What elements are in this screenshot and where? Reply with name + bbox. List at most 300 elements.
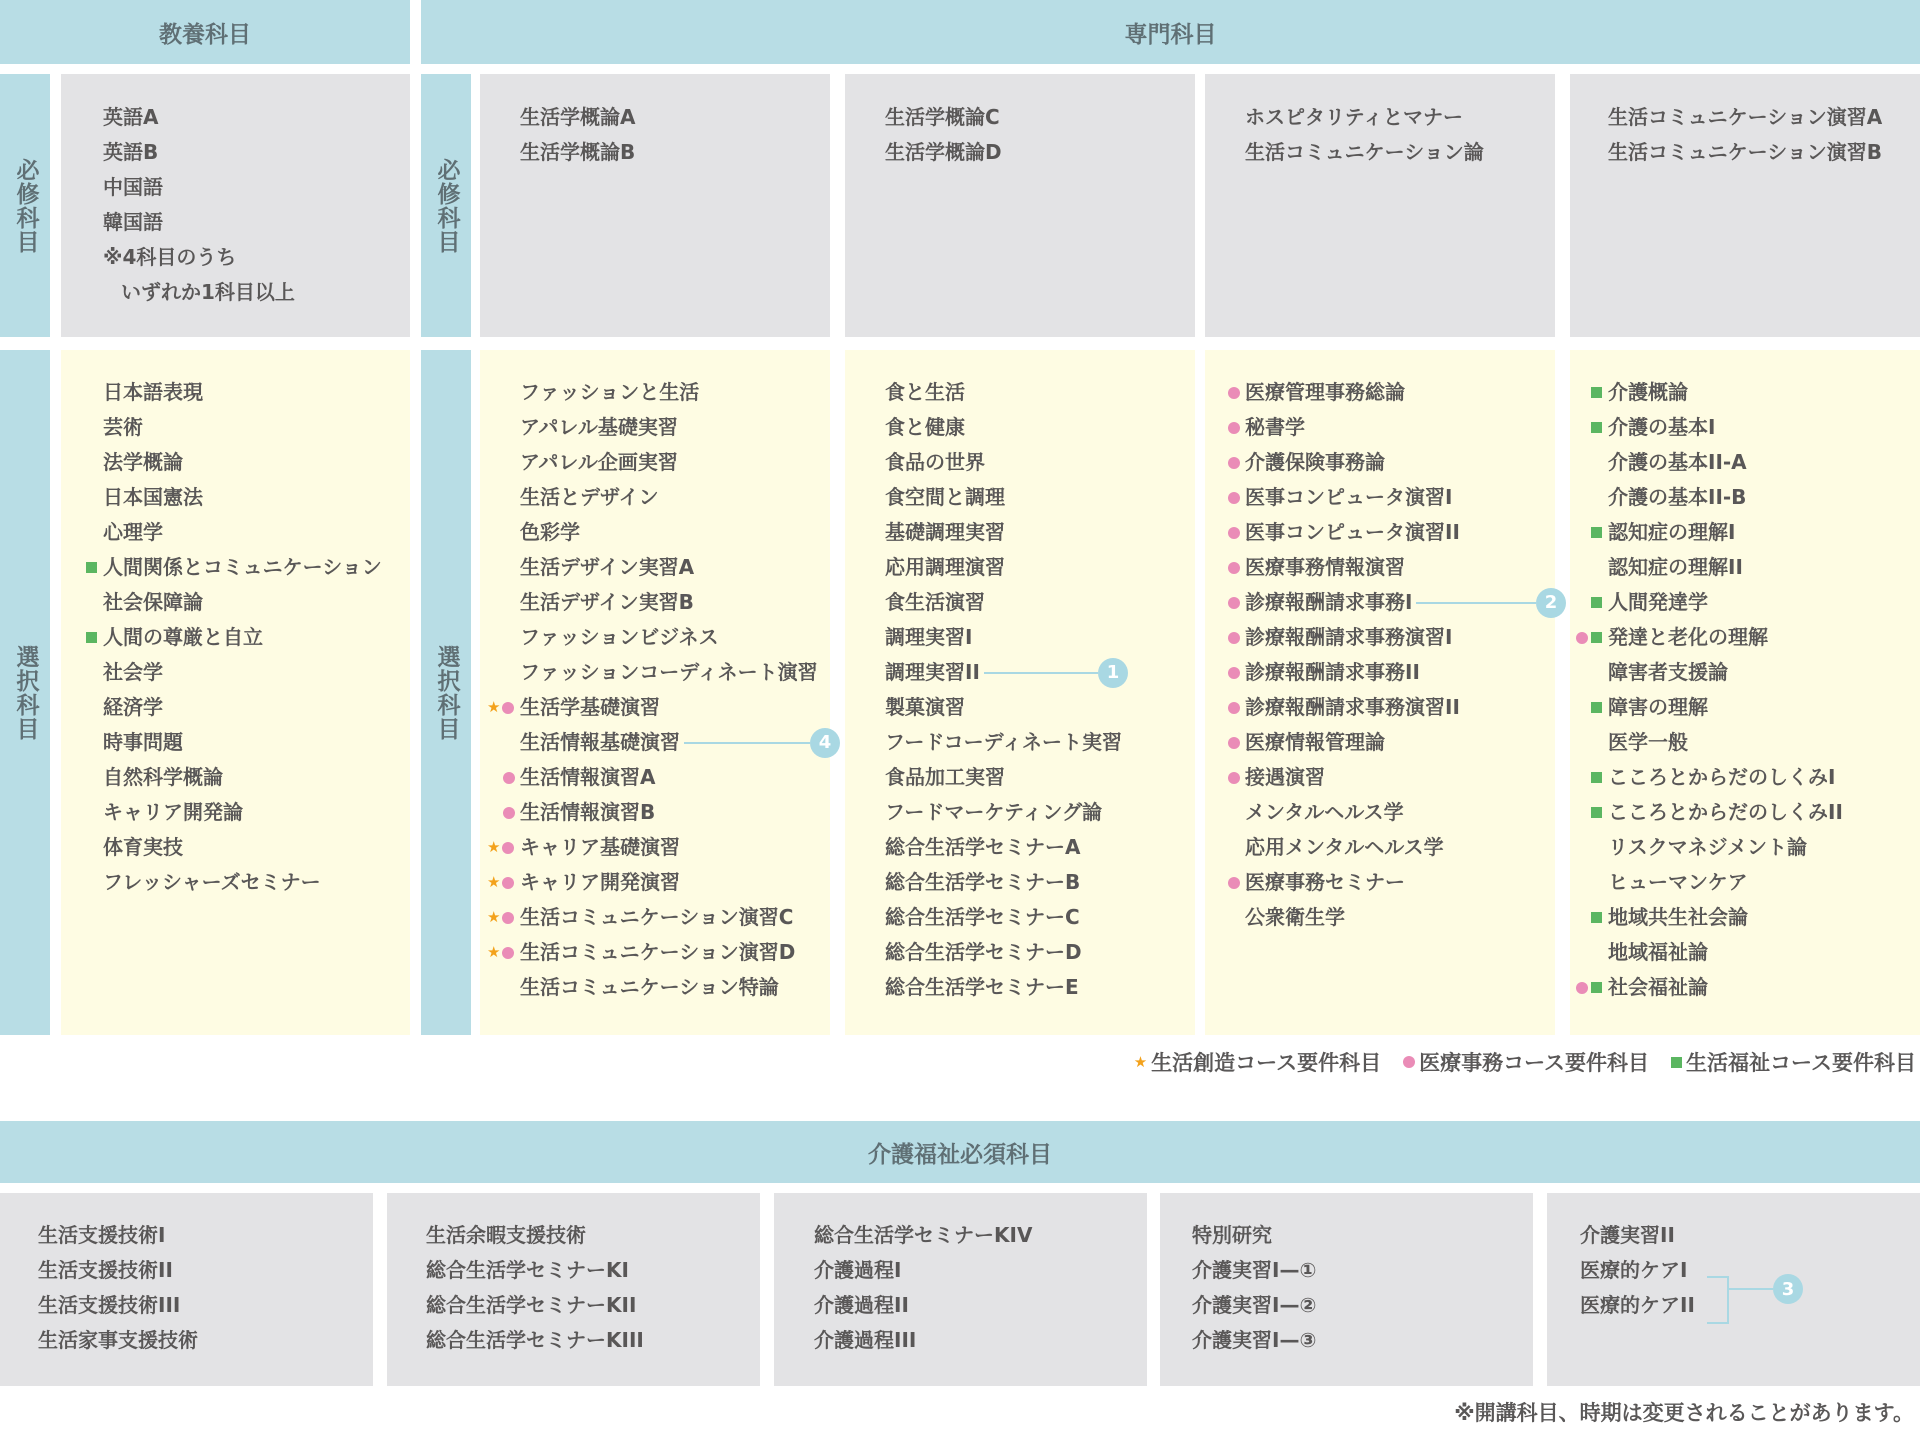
item-text: 介護過程I [814,1258,902,1282]
list-item [1608,970,1843,1005]
item-text: 生活情報基礎演習 [520,730,680,754]
item-text: メンタルヘルス学 [1245,800,1404,824]
list-item [103,690,382,725]
list-item [1192,1288,1316,1323]
item-text: 生活学基礎演習 [520,695,660,719]
list-item [1608,585,1843,620]
course-markers [1591,795,1606,830]
item-text: 生活とデザイン [520,485,659,509]
list-item [1245,410,1460,445]
list-item [1245,445,1460,480]
item-text: 生活支援技術III [38,1293,181,1317]
dot-icon [1576,982,1588,994]
specialized-required-list-2 [885,100,1002,170]
list-item [520,760,818,795]
item-text: 応用メンタルヘルス学 [1245,835,1444,859]
item-text: 社会福祉論 [1608,975,1708,999]
item-text: 法学概論 [103,450,183,474]
list-item [487,830,818,865]
dot-icon [1228,492,1240,504]
item-text: 障害の理解 [1608,695,1708,719]
badge-2-connector [1416,602,1536,604]
course-markers [503,760,518,795]
item-text: ファッションと生活 [520,380,700,404]
list-item [1608,515,1843,550]
star-icon: ★ [487,908,501,926]
badge-4: 4 [810,728,840,758]
square-icon [1591,807,1602,818]
specialized-required-list-3 [1245,100,1484,170]
schedule-change-note: ※開講科目、時期は変更されることがあります。 [1454,1401,1914,1425]
item-text: 芸術 [103,415,143,439]
course-markers [1591,410,1606,445]
star-icon: ★ [487,838,501,856]
item-text: 応用調理演習 [885,555,1005,579]
item-text: リスクマネジメント論 [1608,835,1807,859]
item-text: アパレル企画実習 [520,450,678,474]
dot-icon [1228,562,1240,574]
specialized-elective-list-1 [487,375,818,1005]
item-text: キャリア基礎演習 [520,835,680,859]
specialized-elective-list-2 [885,375,1122,1005]
square-icon [1671,1057,1682,1068]
item-text: 生活支援技術II [38,1258,173,1282]
list-item [1192,1253,1316,1288]
list-item: ホスピタリティとマナー [1245,105,1463,129]
dot-icon [1228,737,1240,749]
square-icon [1591,912,1602,923]
square-icon [1591,422,1602,433]
list-item [520,445,818,480]
item-text: 生活情報演習A [520,765,656,789]
list-item [487,900,818,935]
item-text: 食と健康 [885,415,965,439]
dot-icon [502,702,514,714]
list-item [885,585,1122,620]
square-icon [86,632,97,643]
course-markers [487,690,517,725]
list-item [1245,865,1460,900]
item-text: 医療管理事務総論 [1245,380,1405,404]
dot-icon [1228,422,1240,434]
specialized-required-list-1 [520,100,635,170]
item-text: 生活コミュニケーション演習D [520,940,796,964]
list-item [1608,900,1843,935]
course-markers [1591,585,1606,620]
list-item [885,620,1122,655]
course-markers [1591,900,1606,935]
list-item [103,865,382,900]
star-icon: ★ [487,698,501,716]
care-list-4 [1192,1218,1316,1358]
list-item [103,620,382,655]
list-item [1580,1253,1695,1288]
course-markers [1228,690,1243,725]
item-text: 介護の基本I [1608,415,1716,439]
dot-icon [502,912,514,924]
star-icon: ★ [487,873,501,891]
general-required-list [103,100,295,310]
course-legend [1134,1047,1916,1077]
item-text: 医事コンピュータ演習I [1245,485,1453,509]
course-markers [1228,445,1243,480]
course-markers [487,865,517,900]
item-text: 社会保障論 [103,590,203,614]
square-icon [1591,632,1602,643]
item-text: フードコーディネート実習 [885,730,1122,754]
item-text: 総合生活学セミナーKIV [814,1223,1033,1247]
badge-1-connector [984,672,1098,674]
item-text: こころとからだのしくみII [1608,800,1843,824]
dot-icon [1228,597,1240,609]
badge-2: 2 [1536,588,1566,618]
item-text: 総合生活学セミナーKII [426,1293,637,1317]
item-text: 地域共生社会論 [1608,905,1748,929]
list-item: 中国語 [103,175,163,199]
medical-care-bracket [1707,1276,1729,1324]
course-markers [1228,620,1243,655]
list-item [487,690,818,725]
course-markers [1591,760,1606,795]
list-item: 生活学概論D [885,140,1002,164]
list-item [1608,760,1843,795]
item-text: 介護実習I—① [1192,1258,1317,1282]
item-text: 生活支援技術I [38,1223,166,1247]
item-text: 総合生活学セミナーB [885,870,1081,894]
course-markers [1228,865,1243,900]
care-list-5 [1580,1218,1695,1323]
item-text: 調理実習I [885,625,973,649]
list-item [103,760,382,795]
course-markers [86,620,101,655]
list-item: 生活学概論A [520,105,636,129]
specialized-elective-list-3 [1245,375,1460,935]
list-item: 韓国語 [103,210,163,234]
list-item [1608,690,1843,725]
item-text: 特別研究 [1192,1223,1272,1247]
item-text: 自然科学概論 [103,765,223,789]
item-text: 地域福祉論 [1608,940,1708,964]
list-item [1608,830,1843,865]
list-item [103,480,382,515]
list-item [1245,760,1460,795]
specialized-required-list-4 [1608,100,1882,170]
item-text: 医学一般 [1608,730,1688,754]
list-item [885,375,1122,410]
list-item [1245,900,1460,935]
item-text: 心理学 [103,520,163,544]
list-item [885,445,1122,480]
list-item [885,830,1122,865]
item-text: 総合生活学セミナーA [885,835,1081,859]
item-text: ファッションコーディネート演習 [520,660,818,684]
badge-1: 1 [1098,658,1128,688]
item-text: 食品の世界 [885,450,985,474]
list-item: 生活コミュニケーション論 [1245,140,1484,164]
dot-icon [503,772,515,784]
course-markers [1576,620,1606,655]
course-markers [487,830,517,865]
item-text: 経済学 [103,695,163,719]
care-list-2 [426,1218,644,1358]
item-text: 食品加工実習 [885,765,1005,789]
list-item [103,830,382,865]
course-markers [1228,550,1243,585]
general-subjects-header: 教養科目 [0,0,410,64]
list-item [885,795,1122,830]
course-markers [1228,725,1243,760]
list-item [103,375,382,410]
item-text: 総合生活学セミナーE [885,975,1079,999]
course-markers [1591,690,1606,725]
dot-icon [1228,632,1240,644]
item-text: 生活余暇支援技術 [426,1223,586,1247]
item-text: こころとからだのしくみI [1608,765,1836,789]
list-item [103,515,382,550]
specialized-required-label: 必修科目 [421,74,471,337]
list-item [38,1323,198,1358]
list-item: 生活コミュニケーション演習A [1608,105,1883,129]
legend-square: 生活福祉コース要件科目 [1671,1047,1916,1077]
item-text: 医療事務情報演習 [1245,555,1405,579]
course-markers [86,550,101,585]
list-item [885,410,1122,445]
item-text: 色彩学 [520,520,580,544]
care-list-1 [38,1218,198,1358]
item-text: ヒューマンケア [1608,870,1748,894]
list-item [1580,1218,1695,1253]
list-item [1608,655,1843,690]
item-text: 発達と老化の理解 [1608,625,1768,649]
item-text: 製菓演習 [885,695,965,719]
course-markers [487,935,517,970]
item-text: 食と生活 [885,380,965,404]
item-text: 生活家事支援技術 [38,1328,198,1352]
list-item [1245,550,1460,585]
item-text: 診療報酬請求事務演習II [1245,695,1460,719]
list-item [520,970,818,1005]
dot-icon [1228,457,1240,469]
course-markers [1228,480,1243,515]
list-item [1608,620,1843,655]
item-text: フードマーケティング論 [885,800,1102,824]
specialized-elective-list-4 [1608,375,1843,1005]
star-icon: ★ [487,943,501,961]
list-item: 生活コミュニケーション演習B [1608,140,1883,164]
list-item [1245,830,1460,865]
item-text: 介護過程II [814,1293,909,1317]
badge-4-connector [684,742,810,744]
item-text: 秘書学 [1245,415,1305,439]
list-item [520,515,818,550]
list-item [1608,480,1843,515]
item-text: 生活情報演習B [520,800,656,824]
item-text: 診療報酬請求事務II [1245,660,1420,684]
item-text: 医事コンピュータ演習II [1245,520,1460,544]
item-text: 介護概論 [1608,380,1688,404]
list-item [1608,865,1843,900]
course-markers [1228,410,1243,445]
specialized-elective-label: 選択科目 [421,350,471,1035]
list-item [1580,1288,1695,1323]
list-item [520,655,818,690]
item-text: 生活コミュニケーション演習C [520,905,794,929]
list-item [814,1323,1032,1358]
list-item [520,480,818,515]
care-required-header: 介護福祉必須科目 [0,1121,1920,1183]
dot-icon [1228,527,1240,539]
list-item: ※4科目のうち [103,245,237,269]
list-item [426,1253,644,1288]
list-item [1192,1218,1316,1253]
item-text: 総合生活学セミナーD [885,940,1082,964]
course-markers [1228,655,1243,690]
list-item [103,585,382,620]
list-item [1245,515,1460,550]
square-icon [1591,387,1602,398]
item-text: 時事問題 [103,730,183,754]
item-text: 診療報酬請求事務演習I [1245,625,1453,649]
square-icon [1591,702,1602,713]
list-item [814,1218,1032,1253]
item-text: 調理実習II [885,660,980,684]
list-item [814,1253,1032,1288]
dot-icon [1228,772,1240,784]
list-item [103,795,382,830]
item-text: ファッションビジネス [520,625,719,649]
item-text: 介護実習I—② [1192,1293,1317,1317]
list-item [1192,1323,1316,1358]
list-item [38,1218,198,1253]
dot-icon [1228,387,1240,399]
list-item [885,690,1122,725]
dot-icon [502,842,514,854]
list-item [426,1218,644,1253]
list-item [1608,550,1843,585]
list-item [885,935,1122,970]
item-text: 介護の基本II-B [1608,485,1747,509]
item-text: 接遇演習 [1245,765,1325,789]
item-text: 認知症の理解II [1608,555,1743,579]
dot-icon [1403,1056,1415,1068]
dot-icon [502,877,514,889]
dot-icon [1228,702,1240,714]
list-item [103,445,382,480]
item-text: 総合生活学セミナーKIII [426,1328,644,1352]
item-text: 人間関係とコミュニケーション [103,555,382,579]
item-text: 人間発達学 [1608,590,1708,614]
list-item [1245,690,1460,725]
item-text: 総合生活学セミナーKI [426,1258,629,1282]
item-text: 生活デザイン実習A [520,555,695,579]
star-icon: ★ [1133,1053,1148,1071]
list-item [1245,655,1460,690]
list-item: 英語B [103,140,159,164]
legend-dot: 医療事務コース要件科目 [1403,1047,1649,1077]
list-item [38,1288,198,1323]
list-item [103,725,382,760]
course-markers [503,795,518,830]
square-icon [1591,527,1602,538]
badge-3: 3 [1773,1274,1803,1304]
list-item [885,550,1122,585]
list-item [1245,620,1460,655]
dot-icon [1228,667,1240,679]
list-item [1608,935,1843,970]
square-icon [1591,772,1602,783]
list-item [520,585,818,620]
square-icon [1591,597,1602,608]
general-elective-label: 選択科目 [0,350,50,1035]
list-item [885,865,1122,900]
item-text: 基礎調理実習 [885,520,1005,544]
list-item [520,795,818,830]
dot-icon [1576,632,1588,644]
list-item [814,1288,1032,1323]
list-item [885,480,1122,515]
list-item [1245,375,1460,410]
list-item [1608,375,1843,410]
course-markers [1228,760,1243,795]
square-icon [86,562,97,573]
item-text: アパレル基礎実習 [520,415,678,439]
item-text: 日本国憲法 [103,485,203,509]
list-item [1608,795,1843,830]
course-markers [487,900,517,935]
course-markers [1591,515,1606,550]
list-item [520,620,818,655]
square-icon [1591,982,1602,993]
list-item [885,760,1122,795]
badge-3-connector [1727,1288,1773,1290]
item-text: 医療情報管理論 [1245,730,1385,754]
list-item: 英語A [103,105,159,129]
list-item [1245,795,1460,830]
list-item: 生活学概論C [885,105,1000,129]
item-text: 医療的ケアI [1580,1258,1688,1282]
list-item [426,1288,644,1323]
list-item [1608,445,1843,480]
item-text: 総合生活学セミナーC [885,905,1080,929]
course-markers [1228,375,1243,410]
item-text: キャリア開発演習 [520,870,680,894]
item-text: 生活コミュニケーション特論 [520,975,779,999]
list-item [885,900,1122,935]
item-text: 体育実技 [103,835,183,859]
list-item [38,1253,198,1288]
item-text: 医療的ケアII [1580,1293,1695,1317]
item-text: 介護実習I—③ [1192,1328,1317,1352]
item-text: 食空間と調理 [885,485,1005,509]
course-markers [1228,515,1243,550]
list-item [103,410,382,445]
item-text: 食生活演習 [885,590,985,614]
list-item [885,515,1122,550]
list-item [520,410,818,445]
list-item: 生活学概論B [520,140,636,164]
item-text: 介護保険事務論 [1245,450,1385,474]
course-markers [1591,375,1606,410]
specialized-subjects-header: 専門科目 [421,0,1920,64]
list-item [885,725,1122,760]
list-item [1245,725,1460,760]
list-item [520,550,818,585]
dot-icon [503,807,515,819]
item-text: 介護の基本II-A [1608,450,1747,474]
legend-star: ★ 生活創造コース要件科目 [1133,1051,1382,1075]
dot-icon [502,947,514,959]
list-item [1608,410,1843,445]
